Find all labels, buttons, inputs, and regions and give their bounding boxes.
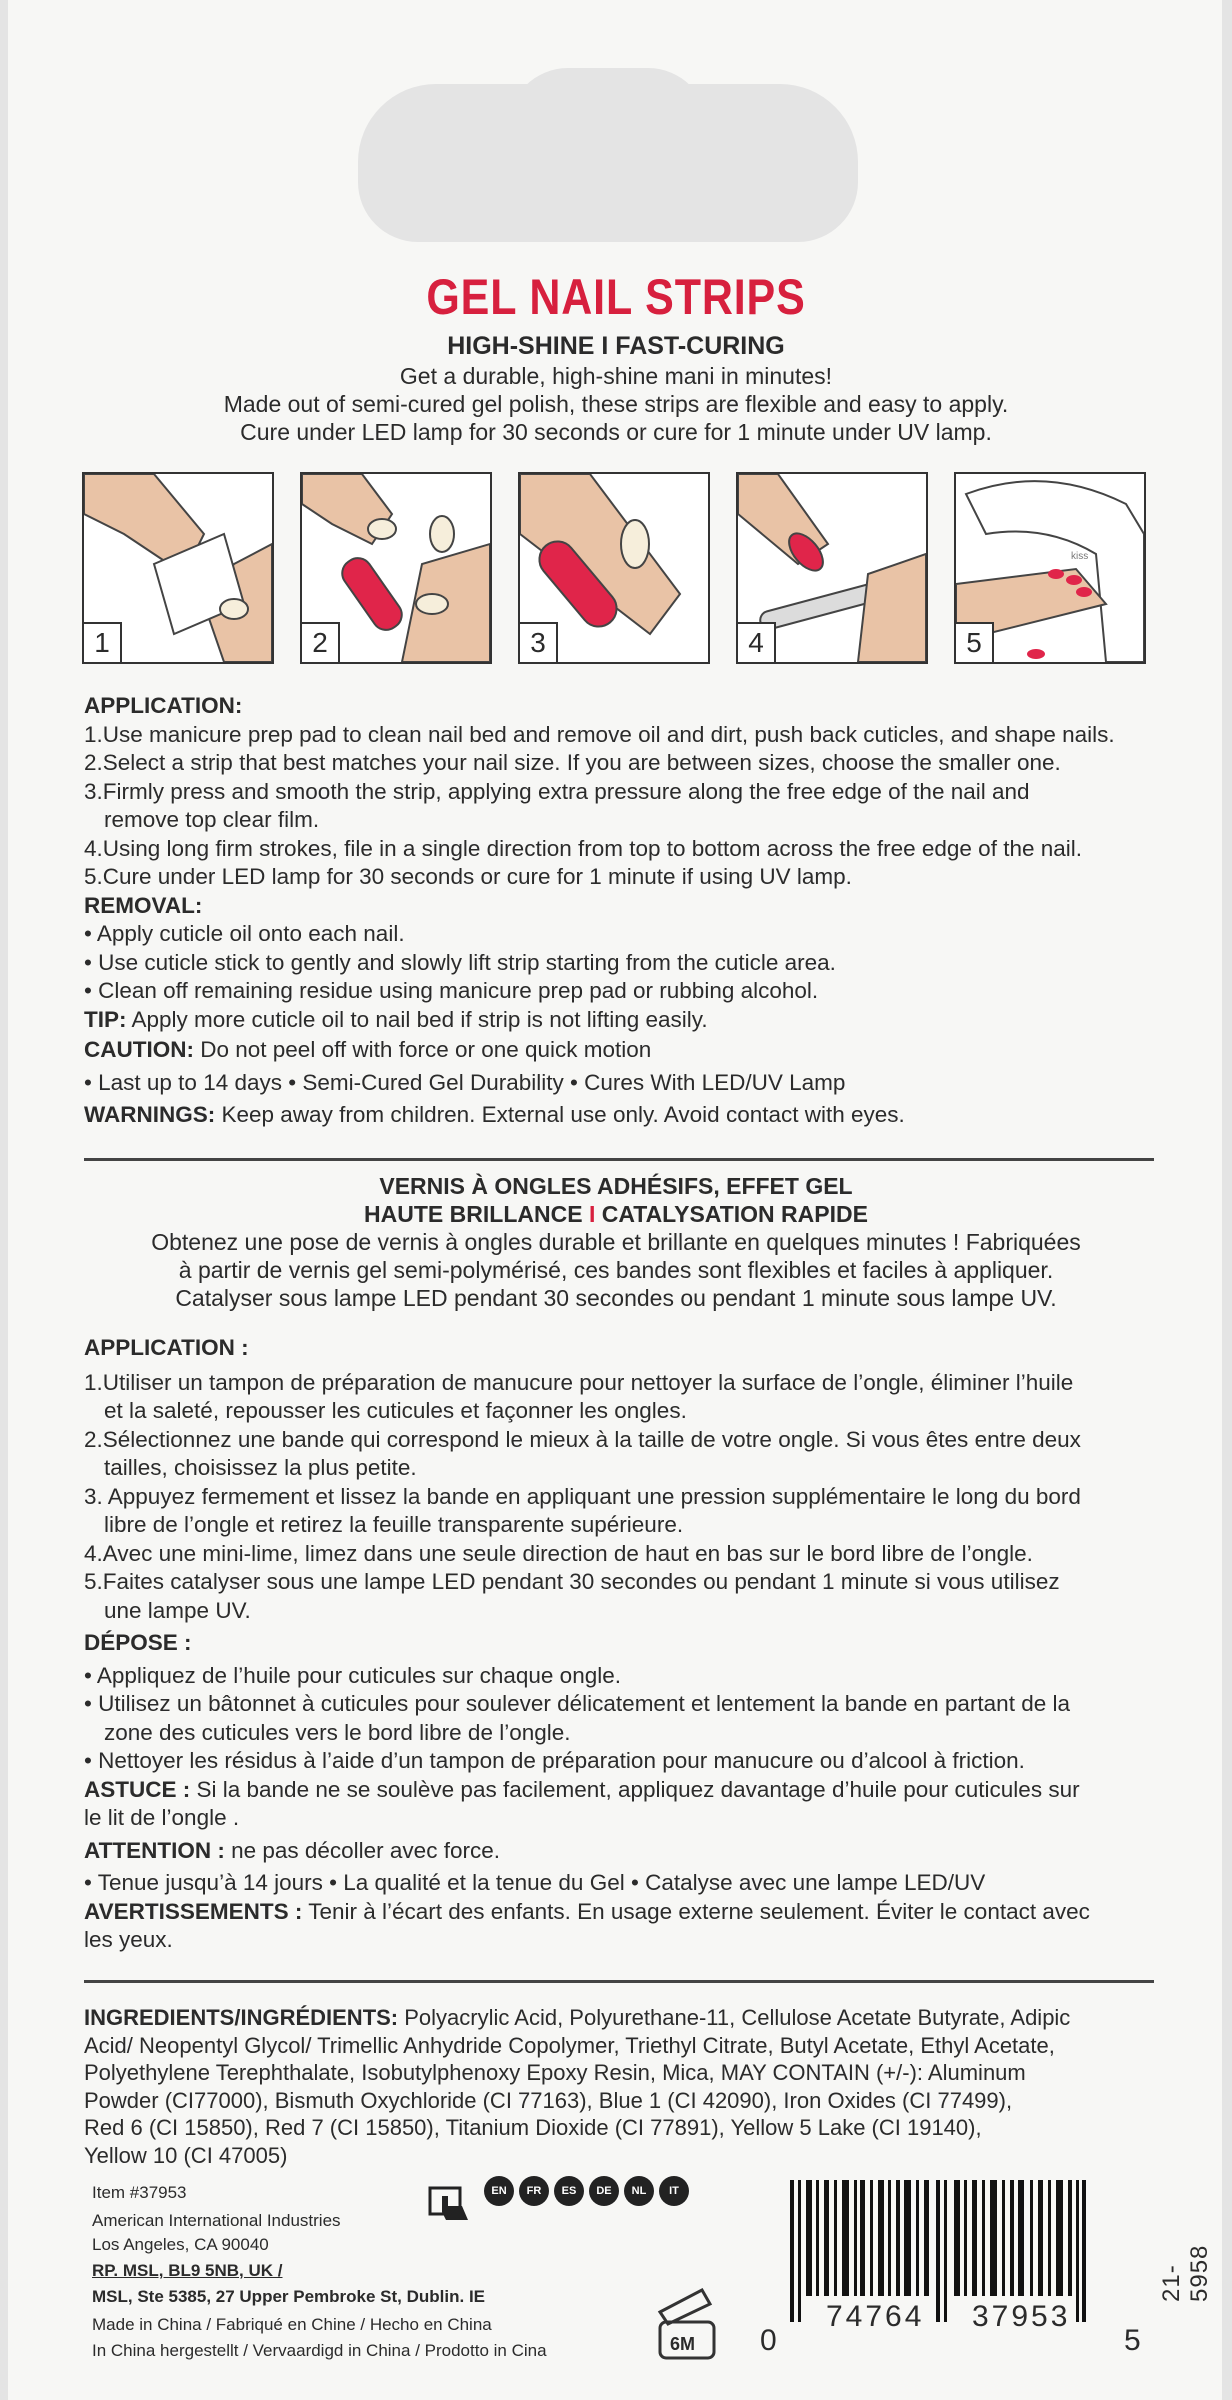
divider (84, 1980, 1154, 1983)
warnings-text: Keep away from children. External use only. Avoid contact with eyes. (215, 1102, 905, 1127)
intro-line: Get a durable, high-shine mani in minutes! (399, 363, 833, 389)
french-features-line: • Tenue jusqu’à 14 jours • La qualité et la tenue du Gel • Catalyse avec une lampe LED/UV (84, 1870, 986, 1895)
hang-hole (358, 84, 858, 242)
product-title: GEL NAIL STRIPS (426, 269, 806, 325)
removal-item: • Use cuticle stick to gently and slowly lift strip starting from the cuticle area. (84, 949, 836, 975)
barcode-digits-group-2: 37953 (972, 2300, 1071, 2333)
french-title: VERNIS À ONGLES ADHÉSIFS, EFFET GEL (379, 1173, 853, 1199)
step-1-prep-pad (82, 472, 274, 664)
ingredients (84, 2004, 1154, 2169)
ingredients-line: Polyethylene Terephthalate, Isobutylphenoxy Epoxy Resin, Mica, MAY CONTAIN (+/-): Aluminum (84, 2060, 1026, 2085)
step-4-file-edge (736, 472, 928, 664)
french-subtitle-a: HAUTE BRILLANCE (364, 1201, 583, 1227)
step-illustrations (82, 472, 1152, 662)
language-badges (484, 2176, 694, 2212)
removal-item: • Apply cuticle oil onto each nail. (84, 921, 405, 946)
french-warnings-text: Tenir à l’écart des enfants. En usage externe seulement. Éviter le contact avec (302, 1898, 1090, 1924)
features-line: • Last up to 14 days • Semi-Cured Gel Durability • Cures With LED/UV Lamp (84, 1069, 846, 1095)
intro-text (0, 362, 1232, 446)
french-intro-line: à partir de vernis gel semi-polymérisé, ces bandes sont flexibles et faciles à appliquer. (178, 1257, 1054, 1283)
french-attention-text: ne pas décoller avec force. (224, 1837, 500, 1863)
application-step: remove top clear film. (104, 807, 320, 832)
removal-heading: REMOVAL: (84, 892, 203, 918)
language-badge: ES (554, 2176, 584, 2206)
svg-text:kiss: kiss (1071, 551, 1089, 562)
french-tip-text: Si la bande ne se soulève pas facilement, appliquez davantage d’huile pour cuticules sur (190, 1776, 1080, 1802)
language-badge: DE (589, 2176, 619, 2206)
step-number: 2 (302, 622, 340, 662)
french-application-step: 1.Utiliser un tampon de préparation de manucure pour nettoyer la surface de l’ongle, éliminer l’huile (84, 1369, 1074, 1395)
pao-label: 6M (670, 2334, 696, 2354)
french-tip-line (84, 1776, 1154, 1805)
removal-item: • Clean off remaining residue using manicure prep pad or rubbing alcohol. (84, 978, 819, 1003)
product-subtitle: HIGH-SHINE I FAST-CURING (447, 332, 785, 360)
french-removal-item: zone des cuticules vers le bord libre de l’ongle. (104, 1719, 571, 1745)
french-application-step: une lampe UV. (104, 1597, 251, 1623)
english-instructions (84, 692, 1154, 1130)
ingredients-line: Powder (CI77000), Bismuth Oxychloride (CI 77163), Blue 1 (CI 42090), Iron Oxides (CI 77499), (84, 2087, 1013, 2113)
divider (84, 1158, 1154, 1161)
language-badge: NL (624, 2176, 654, 2206)
item-number: Item #37953 (92, 2183, 187, 2202)
barcode-digits-group-1: 74764 (826, 2300, 925, 2333)
french-removal-item: • Appliquez de l’huile pour cuticules sur chaque ongle. (84, 1662, 621, 1688)
caution-line (84, 1036, 1154, 1065)
french-application-step: 3. Appuyez fermement et lissez la bande en appliquant une pression supplémentaire le long du bord (84, 1483, 1081, 1509)
language-badge: EN (484, 2176, 514, 2206)
rp-address: RP. MSL, BL9 5NB, UK / (92, 2261, 283, 2280)
french-intro-line: Catalyser sous lampe LED pendant 30 secondes ou pendant 1 minute sous lampe UV. (175, 1285, 1057, 1311)
french-attention-label: ATTENTION : (84, 1837, 225, 1863)
french-header (0, 1172, 1232, 1312)
application-step: 4.Using long firm strokes, file in a single direction from top to bottom across the free edge of the nail. (84, 835, 1082, 861)
french-tip-label: ASTUCE : (84, 1776, 191, 1802)
french-subtitle-b: CATALYSATION RAPIDE (601, 1201, 868, 1227)
intro-line: Cure under LED lamp for 30 seconds or cure for 1 minute under UV lamp. (240, 419, 992, 445)
french-application-step: libre de l’ongle et retirez la feuille transparente supérieure. (104, 1512, 684, 1537)
warnings-label: WARNINGS: (84, 1102, 216, 1127)
french-subtitle-sep: I (588, 1201, 596, 1227)
step-5-led-lamp (954, 472, 1146, 664)
ingredients-line: Red 6 (CI 15850), Red 7 (CI 15850), Titanium Dioxide (CI 77891), Yellow 5 Lake (CI 19140), (84, 2115, 982, 2140)
side-code: 21-5958 (1158, 2244, 1213, 2302)
french-application-step: 5.Faites catalyser sous une lampe LED pendant 30 secondes ou pendant 1 minute si vous utilisez (84, 1569, 1060, 1594)
french-application-step: 2.Sélectionnez une bande qui correspond le mieux à la taille de votre ongle. Si vous êtes entre deux (84, 1426, 1081, 1452)
company-name: American International Industries (92, 2211, 341, 2230)
barcode-digit-right: 5 (1124, 2324, 1144, 2357)
ingredients-text: Polyacrylic Acid, Polyurethane-11, Cellulose Acetate Butyrate, Adipic (398, 2005, 1071, 2030)
step-number: 4 (738, 622, 776, 662)
french-instructions (84, 1334, 1154, 1955)
tip-line (84, 1006, 1154, 1035)
french-application-step: tailles, choisissez la plus petite. (104, 1455, 417, 1480)
application-step: 2.Select a strip that best matches your nail size. If you are between sizes, choose the smaller one. (84, 750, 1061, 775)
french-tip-line-2: le lit de l’ongle . (84, 1805, 240, 1830)
application-step: 5.Cure under LED lamp for 30 seconds or cure for 1 minute if using UV lamp. (84, 864, 852, 889)
french-intro-line: Obtenez une pose de vernis à ongles durable et brillante en quelques minutes ! Fabriquées (151, 1229, 1081, 1255)
caution-label: CAUTION: (84, 1037, 194, 1062)
language-badge: FR (519, 2176, 549, 2206)
made-in-line: Made in China / Fabriqué en Chine / Hecho en China (92, 2315, 492, 2334)
step-number: 5 (956, 622, 994, 662)
french-removal-item: • Nettoyer les résidus à l’aide d’un tampon de préparation pour manucure ou d’alcool à friction. (84, 1748, 1025, 1773)
read-instructions-icon (428, 2182, 474, 2222)
application-step: 1.Use manicure prep pad to clean nail bed and remove oil and dirt, push back cuticles, and shape nails. (84, 721, 1115, 747)
french-application-step: et la saleté, repousser les cuticules et façonner les ongles. (104, 1398, 687, 1423)
step-3-press-strip (518, 472, 710, 664)
tip-text: Apply more cuticle oil to nail bed if strip is not lifting easily. (126, 1006, 708, 1032)
caution-text: Do not peel off with force or one quick motion (193, 1037, 652, 1062)
ingredients-line (84, 2004, 1154, 2032)
step-number: 3 (520, 622, 558, 662)
step-number: 1 (84, 622, 122, 662)
french-application-heading: APPLICATION : (84, 1335, 249, 1360)
company-city: Los Angeles, CA 90040 (92, 2235, 269, 2254)
french-warnings-line (84, 1898, 1154, 1927)
french-application-step: 4.Avec une mini-lime, limez dans une seule direction de haut en bas sur le bord libre de l’ongle. (84, 1540, 1033, 1566)
msl-address: MSL, Ste 5385, 27 Upper Pembroke St, Dublin. IE (92, 2287, 486, 2306)
french-warnings-line-2: les yeux. (84, 1927, 173, 1952)
language-badge: IT (659, 2176, 689, 2206)
french-warnings-label: AVERTISSEMENTS : (84, 1898, 303, 1924)
barcode-digit-left: 0 (760, 2324, 780, 2357)
ingredients-line: Acid/ Neopentyl Glycol/ Trimellic Anhydride Copolymer, Triethyl Citrate, Butyl Acetate, Ethyl Acetate, (84, 2032, 1055, 2058)
application-step: 3.Firmly press and smooth the strip, applying extra pressure along the free edge of the nail and (84, 778, 1030, 804)
french-attention-line (84, 1837, 1154, 1866)
step-2-apply-strip (300, 472, 492, 664)
made-in-line: In China hergestellt / Vervaardigd in China / Prodotto in Cina (92, 2341, 547, 2360)
warnings-line (84, 1101, 1154, 1130)
intro-line: Made out of semi-cured gel polish, these strips are flexible and easy to apply. (223, 391, 1009, 417)
ingredients-label: INGREDIENTS/INGRÉDIENTS: (84, 2005, 399, 2030)
tip-label: TIP: (84, 1006, 127, 1032)
ingredients-line: Yellow 10 (CI 47005) (84, 2142, 288, 2168)
french-subtitle (0, 1200, 1232, 1228)
french-removal-heading: DÉPOSE : (84, 1630, 192, 1655)
application-heading: APPLICATION: (84, 693, 243, 718)
french-removal-item: • Utilisez un bâtonnet à cuticules pour soulever délicatement et lentement la bande en partant de la (84, 1691, 1070, 1716)
